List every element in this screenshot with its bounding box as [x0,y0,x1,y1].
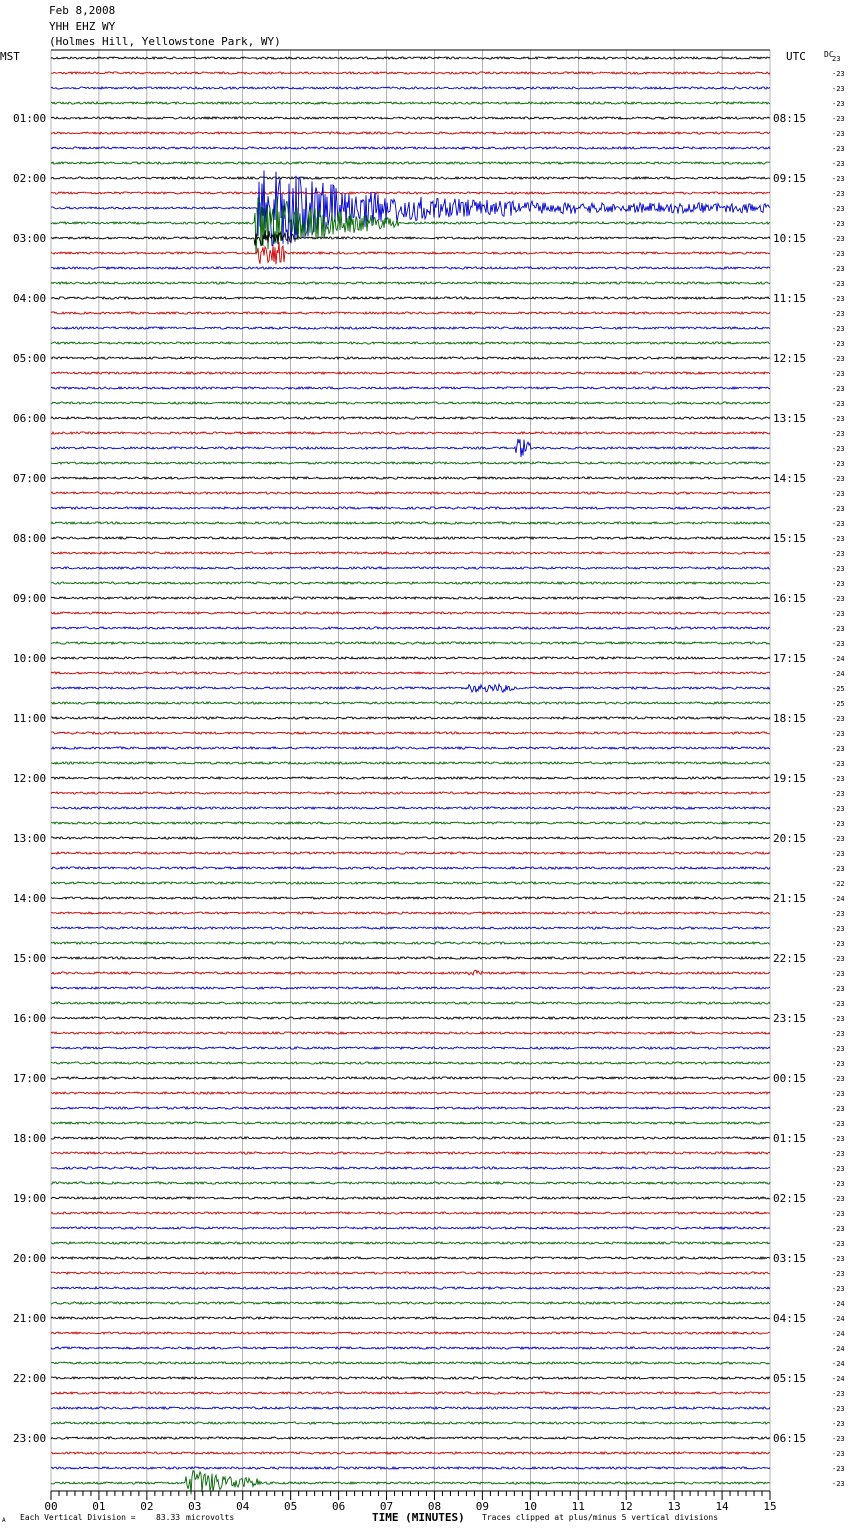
dc-offset-label: -23 [832,1210,845,1218]
trace-row [51,987,770,989]
x-tick-label: 13 [667,1500,681,1513]
x-axis-title: TIME (MINUTES) [372,1511,465,1524]
trace-row [51,657,770,659]
trace-row [51,477,770,479]
dc-offset-label: -23 [832,220,845,228]
trace-row [51,132,770,134]
trace-row [51,432,770,434]
trace-row [51,1167,770,1169]
x-tick-label: 05 [284,1500,298,1513]
trace-row [51,957,770,959]
left-hour-label: 12:00 [13,772,47,785]
dc-offset-label: -23 [832,1270,845,1278]
left-hour-label: 01:00 [13,112,47,125]
dc-offset-label: -23 [832,445,845,453]
trace-row [51,1017,770,1019]
dc-offset-label: -23 [832,1195,845,1203]
trace-row [51,387,770,389]
dc-offset-label: 23 [832,55,841,63]
dc-offset-label: -23 [832,865,845,873]
dc-offset-label: -23 [832,580,845,588]
dc-offset-label: -23 [832,295,845,303]
dc-offset-label: -23 [832,610,845,618]
trace-row [51,1452,770,1454]
dc-offset-label: -22 [832,880,845,888]
left-hour-label: 19:00 [13,1192,47,1205]
trace-row [51,1242,770,1244]
x-tick-label: 04 [236,1500,250,1513]
left-hour-label: 13:00 [13,832,47,845]
dc-offset-label: -23 [832,115,845,123]
trace-row [51,1227,770,1229]
dc-offset-label: -23 [832,160,845,168]
left-hour-label: 20:00 [13,1252,47,1265]
trace-row [51,777,770,779]
dc-offset-label: -23 [832,1150,845,1158]
left-hour-label: 10:00 [13,652,47,665]
left-hour-label: 15:00 [13,952,47,965]
trace-row [51,1467,770,1469]
left-hour-label: 06:00 [13,412,47,425]
dc-offset-label: -23 [832,970,845,978]
scale-value: 83.33 [156,1513,181,1522]
trace-row [51,1062,770,1064]
dc-offset-label: -23 [832,805,845,813]
right-hour-label: 08:15 [773,112,807,125]
dc-offset-label: -23 [832,1225,845,1233]
dc-offset-label: -24 [832,1300,845,1308]
right-hour-label: 17:15 [773,652,807,665]
left-hour-label: 03:00 [13,232,47,245]
right-hour-label: 20:15 [773,832,807,845]
left-hour-label: 05:00 [13,352,47,365]
trace-row [51,492,770,494]
trace-row [51,642,770,644]
left-hour-label: 04:00 [13,292,47,305]
x-tick-label: 11 [571,1500,585,1513]
trace-row [51,197,770,254]
trace-row [51,312,770,314]
trace-row [51,732,770,734]
trace-row [51,927,770,929]
left-hour-label: 09:00 [13,592,47,605]
dc-offset-label: -23 [832,985,845,993]
dc-offset-label: -23 [832,145,845,153]
dc-offset-label: -23 [832,925,845,933]
trace-row [51,1137,770,1139]
trace-row [51,162,770,164]
dc-offset-label: -23 [832,1000,845,1008]
dc-offset-label: -23 [832,130,845,138]
dc-offset-label: -23 [832,1450,845,1458]
dc-offset-label: -23 [832,85,845,93]
x-tick-label: 03 [188,1500,202,1513]
dc-offset-label: -23 [832,520,845,528]
trace-row [51,72,770,74]
dc-offset-label: -23 [832,430,845,438]
trace-row [51,1377,770,1379]
right-hour-label: 03:15 [773,1252,807,1265]
x-tick-label: 15 [763,1500,777,1513]
dc-offset-label: -23 [832,1075,845,1083]
dc-offset-label: -24 [832,895,845,903]
trace-row [51,1047,770,1049]
dc-offset-label: -24 [832,655,845,663]
dc-offset-label: -23 [832,790,845,798]
dc-offset-label: -23 [832,100,845,108]
trace-row [51,747,770,749]
trace-row [51,597,770,599]
trace-row [51,357,770,359]
dc-offset-label: -23 [832,385,845,393]
dc-offset-label: -23 [832,1015,845,1023]
trace-row [51,970,770,975]
dc-offset-label: -23 [832,370,845,378]
seismic-traces [51,57,770,1495]
right-hour-label: 19:15 [773,772,807,785]
trace-row [51,897,770,899]
right-hour-label: 02:15 [773,1192,807,1205]
trace-row [51,792,770,794]
dc-offset-label: -23 [832,730,845,738]
trace-row [51,117,770,119]
dc-offset-label: -23 [832,325,845,333]
trace-row [51,1437,770,1439]
dc-offset-label: -23 [832,565,845,573]
trace-row [51,1272,770,1274]
dc-offset-label: -23 [832,1060,845,1068]
dc-offset-label: -25 [832,700,845,708]
dc-offset-label: -23 [832,355,845,363]
trace-row [51,1392,770,1394]
dc-offset-label: -23 [832,1435,845,1443]
trace-row [51,1212,770,1214]
dc-offset-label: -23 [832,550,845,558]
right-hour-label: 23:15 [773,1012,807,1025]
dc-offset-label: -23 [832,505,845,513]
trace-row [51,1077,770,1079]
trace-row [51,702,770,704]
dc-offset-label: -23 [832,1285,845,1293]
trace-row [51,147,770,149]
dc-offset-label: -23 [832,1105,845,1113]
trace-row [51,882,770,884]
dc-offset-label: -23 [832,310,845,318]
trace-row [51,822,770,824]
trace-row [51,462,770,464]
right-hour-label: 05:15 [773,1372,807,1385]
trace-row [51,267,770,269]
right-hour-label: 16:15 [773,592,807,605]
dc-offset-label: -23 [832,190,845,198]
right-hour-label: 14:15 [773,472,807,485]
trace-row [51,1122,770,1124]
clip-note: Traces clipped at plus/minus 5 vertical divisions [482,1513,719,1522]
dc-label: DC [824,50,834,59]
right-hour-label: 12:15 [773,352,807,365]
dc-offset-label: -24 [832,1330,845,1338]
location-label: (Holmes Hill, Yellowstone Park, WY) [49,35,281,48]
right-hour-label: 15:15 [773,532,807,545]
trace-row [51,1032,770,1034]
trace-row [51,1347,770,1349]
trace-row [51,417,770,419]
trace-row [51,57,770,59]
x-tick-label: 06 [331,1500,346,1513]
dc-offset-label: -23 [832,535,845,543]
dc-offset-label: -23 [832,955,845,963]
x-tick-label: 00 [44,1500,58,1513]
trace-row [51,327,770,329]
trace-row [51,1362,770,1364]
trace-row [51,912,770,914]
dc-offset-label: -25 [832,685,845,693]
left-hour-label: 22:00 [13,1372,47,1385]
dc-offset-label: -24 [832,1315,845,1323]
trace-row [51,762,770,764]
left-hour-label: 23:00 [13,1432,47,1445]
right-hour-label: 18:15 [773,712,807,725]
dc-offset-label: -23 [832,415,845,423]
dc-offset-label: -23 [832,760,845,768]
right-hour-label: 04:15 [773,1312,807,1325]
trace-row [51,582,770,584]
trace-row [51,177,770,179]
trace-row [51,807,770,809]
trace-row [51,567,770,569]
dc-offset-label: -23 [832,1255,845,1263]
dc-offset-label: -23 [832,1135,845,1143]
dc-offset-label: -24 [832,670,845,678]
trace-row [51,282,770,284]
x-tick-label: 09 [475,1500,490,1513]
right-hour-label: 06:15 [773,1432,807,1445]
dc-offset-label: -23 [832,1390,845,1398]
scale-prefix: Each Vertical Division = [20,1513,136,1522]
scale-unit: microvolts [186,1513,235,1522]
x-tick-label: 10 [523,1500,537,1513]
right-hour-label: 22:15 [773,952,807,965]
trace-row [51,672,770,674]
dc-offset-label: -23 [832,1165,845,1173]
dc-offset-label: -23 [832,175,845,183]
dc-offset-label: -23 [832,250,845,258]
trace-row [51,242,770,264]
trace-row [51,1287,770,1289]
trace-row [51,717,770,719]
dc-offset-label: -23 [832,235,845,243]
trace-row [51,1197,770,1199]
trace-row [51,867,770,869]
trace-row [51,1317,770,1319]
trace-row [51,297,770,299]
dc-offset-label: -23 [832,595,845,603]
minute-grid [51,50,770,1491]
trace-row [51,1092,770,1094]
left-hour-label: 16:00 [13,1012,47,1025]
trace-row [51,1332,770,1334]
trace-row [51,1422,770,1424]
trace-row [51,627,770,629]
dc-offset-label: -23 [832,640,845,648]
trace-row [51,507,770,509]
dc-offset-label: -23 [832,1465,845,1473]
date-label: Feb 8,2008 [49,4,116,17]
trace-row [51,1107,770,1109]
x-tick-label: 08 [427,1500,442,1513]
dc-offset-label: -23 [832,265,845,273]
right-hour-label: 09:15 [773,172,807,185]
dc-offset-label: -23 [832,940,845,948]
trace-row [51,612,770,614]
x-tick-label: 07 [379,1500,394,1513]
trace-row [51,837,770,839]
trace-row [51,1152,770,1154]
trace-row [51,342,770,344]
left-hour-label: 02:00 [13,172,47,185]
left-hour-label: 17:00 [13,1072,47,1085]
trace-row [51,439,770,457]
dc-offset-label: -23 [832,1090,845,1098]
left-hour-label: 18:00 [13,1132,47,1145]
trace-row [51,1182,770,1184]
left-timezone-label: MST [0,50,20,63]
right-timezone-label: UTC [786,50,806,63]
dc-offset-label: -23 [832,1420,845,1428]
dc-offset-label: -23 [832,910,845,918]
dc-offset-label: -23 [832,1240,845,1248]
dc-offset-label: -23 [832,820,845,828]
trace-row [51,102,770,104]
x-tick-label: 12 [619,1500,633,1513]
trace-row [51,1302,770,1304]
dc-offset-label: -23 [832,850,845,858]
x-tick-label: 14 [715,1500,729,1513]
left-hour-label: 08:00 [13,532,47,545]
dc-offset-label: -23 [832,1030,845,1038]
left-hour-label: 11:00 [13,712,47,725]
trace-row [51,942,770,944]
dc-offset-label: -23 [832,1405,845,1413]
trace-row [51,87,770,89]
x-tick-label: 02 [140,1500,154,1513]
dc-offset-label: -23 [832,1480,845,1488]
trace-row [51,171,770,246]
dc-offset-label: -24 [832,1345,845,1353]
dc-offset-labels [832,55,845,1488]
dc-offset-label: -23 [832,625,845,633]
right-hour-label: 13:15 [773,412,807,425]
dc-offset-label: -23 [832,775,845,783]
dc-offset-label: -23 [832,835,845,843]
time-axis [44,1491,776,1513]
trace-row [51,1257,770,1259]
station-label: YHH EHZ WY [49,20,116,33]
dc-offset-label: -23 [832,1120,845,1128]
dc-offset-label: -23 [832,745,845,753]
dc-offset-label: -23 [832,460,845,468]
trace-row [51,1002,770,1004]
trace-row [51,372,770,374]
trace-row [51,230,770,245]
dc-offset-label: -23 [832,400,845,408]
dc-offset-label: -23 [832,70,845,78]
right-hour-label: 21:15 [773,892,807,905]
x-tick-label: 01 [92,1500,106,1513]
right-hour-label: 11:15 [773,292,807,305]
corner-mark: A [2,1517,6,1524]
dc-offset-label: -23 [832,715,845,723]
dc-offset-label: -24 [832,1375,845,1383]
dc-offset-label: -23 [832,280,845,288]
left-hour-label: 14:00 [13,892,47,905]
dc-offset-label: -24 [832,1360,845,1368]
dc-offset-label: -23 [832,205,845,213]
trace-row [51,852,770,854]
trace-row [51,1407,770,1409]
dc-offset-label: -23 [832,475,845,483]
dc-offset-label: -23 [832,1045,845,1053]
trace-row [51,192,770,194]
dc-offset-label: -23 [832,490,845,498]
right-hour-label: 01:15 [773,1132,807,1145]
left-hour-label: 07:00 [13,472,47,485]
trace-row [51,684,770,692]
dc-offset-label: -23 [832,340,845,348]
trace-row [51,537,770,539]
trace-row [51,402,770,404]
dc-offset-label: -23 [832,1180,845,1188]
right-hour-label: 10:15 [773,232,807,245]
left-hour-label: 21:00 [13,1312,47,1325]
right-hour-label: 00:15 [773,1072,807,1085]
trace-row [51,552,770,554]
trace-row [51,522,770,524]
